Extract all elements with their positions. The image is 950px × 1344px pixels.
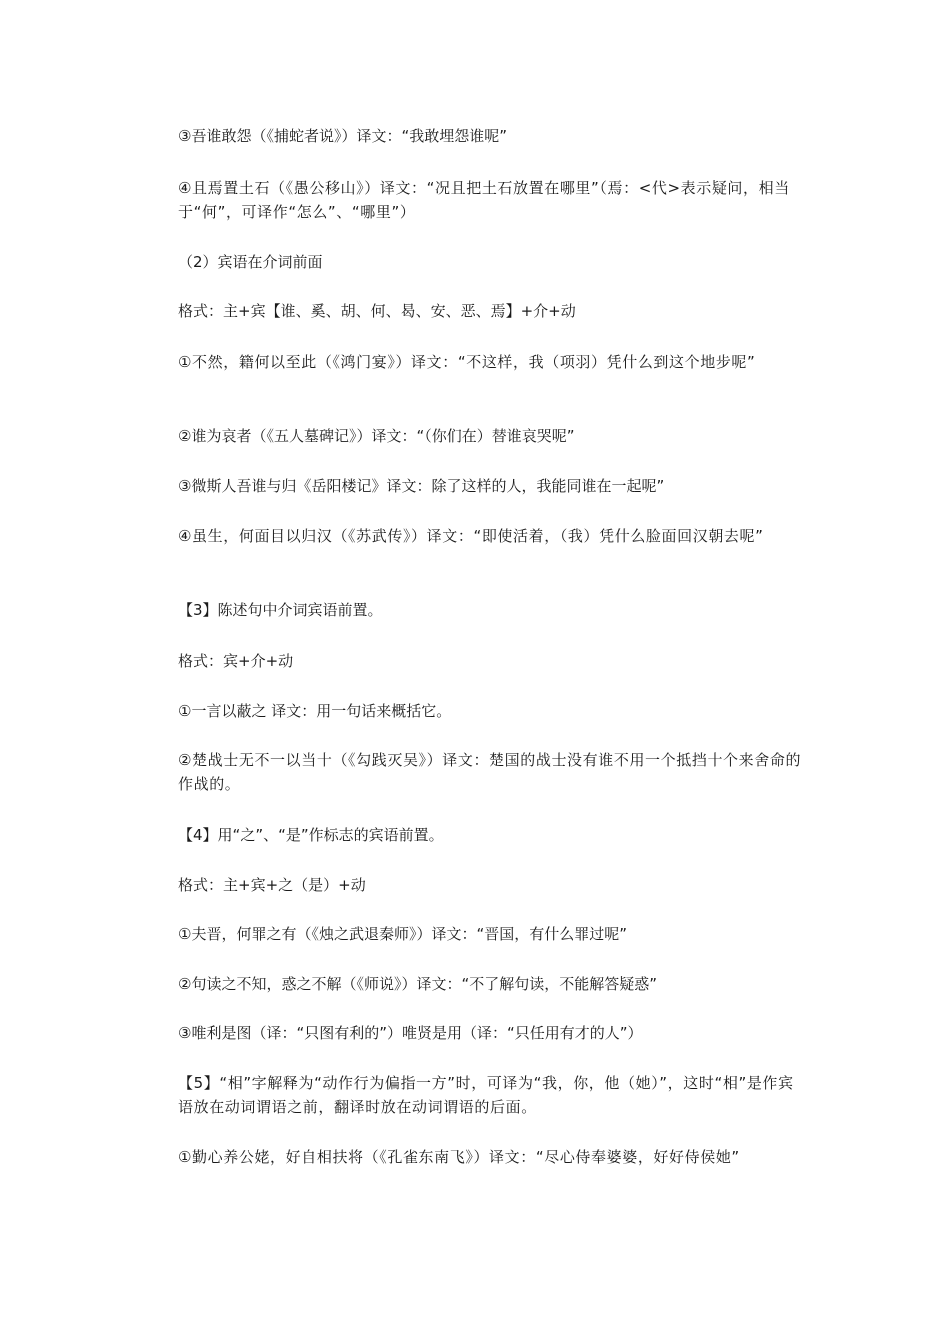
- paragraph-text: 【5】“相”字解释为“动作行为偏指一方”时，可译为“我，你，他（她）”，这时“相”是作宾语放在动词谓语之前，翻译时放在动词谓语的后面。: [178, 1074, 794, 1116]
- paragraph-text: ④且焉置土石（《愚公移山》）译文：“况且把土石放置在哪里”（焉：<代>表示疑问，相当于“何”，可译作“怎么”、“哪里”）: [178, 179, 790, 221]
- paragraph-text: ①勤心养公姥，好自相扶将（《孔雀东南飞》）译文：“尽心侍奉婆婆，好好侍侯她”: [178, 1148, 740, 1166]
- paragraph-text: （2）宾语在介词前面: [178, 253, 323, 271]
- paragraph-text: 格式：主+宾+之（是）+动: [178, 876, 366, 894]
- paragraph-format-rule: [143, 299, 807, 323]
- paragraph-example-ji-he-yi-zhi-ci: [143, 350, 807, 374]
- paragraph-example-wei-si-ren: [143, 474, 807, 498]
- paragraph-example-sui-sheng: [143, 524, 807, 548]
- section-heading-object-before-preposition: [143, 250, 807, 274]
- paragraph-text: 格式：主+宾【谁、奚、胡、何、曷、安、恶、焉】+介+动: [178, 302, 576, 320]
- paragraph-example-ju-dou: [143, 972, 807, 996]
- paragraph-example-qin-xin: [143, 1145, 807, 1169]
- paragraph-text: ③吾谁敢怨（《捕蛇者说》）译文：“我敢埋怨谁呢”: [178, 127, 507, 145]
- paragraph-text: ②谁为哀者（《五人墓碑记》）译文：“（你们在）替谁哀哭呢”: [178, 427, 575, 445]
- paragraph-text: ①夫晋，何罪之有（《烛之武退秦师》）译文：“晋国，有什么罪过呢”: [178, 925, 627, 943]
- paragraph-text: 【3】陈述句中介词宾语前置。: [178, 601, 383, 619]
- paragraph-format-rule: [143, 649, 807, 673]
- paragraph-example-wu-shui-gan-yuan: [143, 124, 807, 148]
- paragraph-example-fu-jin: [143, 922, 807, 946]
- paragraph-example-wei-li-shi-tu: [143, 1021, 807, 1045]
- section-heading-4: [143, 823, 807, 847]
- paragraph-example-shui-wei-ai-zhe: [143, 424, 807, 448]
- paragraph-text: ④虽生，何面目以归汉（《苏武传》）译文：“即使活着，（我）凭什么脸面回汉朝去呢”: [178, 527, 764, 545]
- section-heading-3: [143, 598, 807, 622]
- paragraph-text: ③微斯人吾谁与归《岳阳楼记》译文：除了这样的人，我能同谁在一起呢”: [178, 477, 665, 495]
- paragraph-format-rule: [143, 873, 807, 897]
- paragraph-text: ②句读之不知，惑之不解（《师说》）译文：“不了解句读，不能解答疑惑”: [178, 975, 657, 993]
- paragraph-text: 【4】用“之”、“是”作标志的宾语前置。: [178, 826, 444, 844]
- section-heading-5: [143, 1071, 807, 1119]
- paragraph-text: ③唯利是图（译：“只图有利的”）唯贤是用（译：“只任用有才的人”）: [178, 1024, 643, 1042]
- paragraph-text: 格式：宾+介+动: [178, 652, 294, 670]
- paragraph-text: ①一言以蔽之 译文：用一句话来概括它。: [178, 702, 452, 720]
- paragraph-example-qie-yan-zhi-tu-shi: [143, 176, 807, 224]
- paragraph-example-yi-yan-yi-bi-zhi: [143, 699, 807, 723]
- paragraph-text: ②楚战士无不一以当十（《勾践灭吴》）译文：楚国的战士没有谁不用一个抵挡十个来舍命的作战的。: [178, 751, 802, 793]
- paragraph-example-chu-zhan-shi: [143, 748, 807, 796]
- paragraph-text: ①不然，籍何以至此（《鸿门宴》）译文：“不这样，我（项羽）凭什么到这个地步呢”: [178, 353, 756, 371]
